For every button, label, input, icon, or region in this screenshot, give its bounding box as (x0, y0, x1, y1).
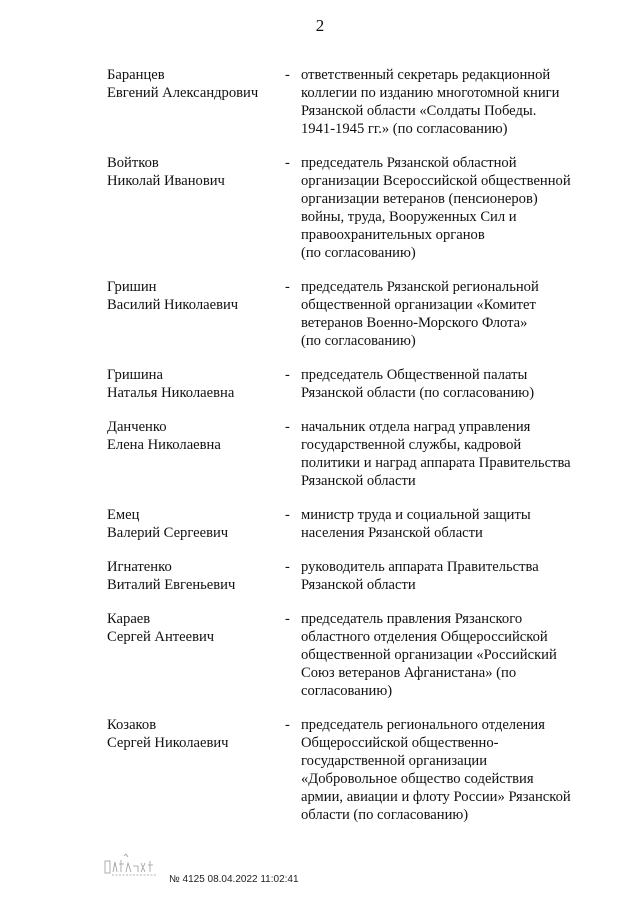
member-name (107, 278, 277, 314)
separator-dash: - (285, 155, 290, 171)
position-line: организации ветеранов (пенсионеров) (301, 191, 538, 207)
list-item (0, 610, 640, 700)
list-item (0, 278, 640, 350)
position-line: начальник отдела наград управления (301, 419, 531, 435)
position-line: армии, авиации и флоту России» Рязанской (301, 789, 571, 805)
member-given-names: Виталий Евгеньевич (107, 577, 236, 593)
position-line: войны, труда, Вооруженных Сил и (301, 209, 517, 225)
position-line: организации Всероссийской общественной (301, 173, 571, 189)
position-line: Рязанской области (301, 577, 416, 593)
member-name (107, 610, 277, 646)
position-line: председатель правления Рязанского (301, 611, 523, 627)
member-position (301, 66, 593, 138)
separator-dash: - (285, 507, 290, 523)
member-given-names: Евгений Александрович (107, 85, 259, 101)
member-position (301, 558, 593, 594)
member-position (301, 610, 593, 700)
member-given-names: Елена Николаевна (107, 437, 221, 453)
member-given-names: Наталья Николаевна (107, 385, 235, 401)
member-surname: Гришина (107, 367, 163, 383)
member-name (107, 716, 277, 752)
member-surname: Караев (107, 611, 151, 627)
member-name (107, 366, 277, 402)
list-item (0, 418, 640, 490)
registration-stamp-mark (104, 852, 162, 878)
position-line: Рязанской области (по согласованию) (301, 385, 535, 401)
position-line: Союз ветеранов Афганистана» (по (301, 665, 517, 681)
position-line: председатель Общественной палаты (301, 367, 528, 383)
member-given-names: Василий Николаевич (107, 297, 239, 313)
member-given-names: Сергей Николаевич (107, 735, 229, 751)
position-line: (по согласованию) (301, 245, 416, 261)
position-line: председатель Рязанской региональной (301, 279, 539, 295)
member-surname: Баранцев (107, 67, 165, 83)
member-surname: Игнатенко (107, 559, 172, 575)
position-line: политики и наград аппарата Правительства (301, 455, 571, 471)
position-line: руководитель аппарата Правительства (301, 559, 539, 575)
member-name (107, 66, 277, 102)
position-line: председатель регионального отделения (301, 717, 545, 733)
position-line: населения Рязанской области (301, 525, 483, 541)
member-surname: Козаков (107, 717, 157, 733)
separator-dash: - (285, 367, 290, 383)
member-surname: Емец (107, 507, 140, 523)
position-line: председатель Рязанской областной (301, 155, 517, 171)
member-position (301, 154, 593, 262)
separator-dash: - (285, 559, 290, 575)
list-item (0, 506, 640, 542)
position-line: 1941-1945 гг.» (по согласованию) (301, 121, 508, 137)
position-line: ветеранов Военно-Морского Флота» (301, 315, 528, 331)
list-item (0, 558, 640, 594)
position-line: Рязанской области «Солдаты Победы. (301, 103, 537, 119)
position-line: государственной организации (301, 753, 488, 769)
separator-dash: - (285, 67, 290, 83)
separator-dash: - (285, 279, 290, 295)
member-given-names: Сергей Антеевич (107, 629, 215, 645)
position-line: правоохранительных органов (301, 227, 485, 243)
list-item (0, 366, 640, 402)
page-number: 2 (315, 16, 325, 35)
member-surname: Гришин (107, 279, 157, 295)
position-line: коллегии по изданию многотомной книги (301, 85, 560, 101)
position-line: «Добровольное общество содействия (301, 771, 534, 787)
separator-dash: - (285, 717, 290, 733)
position-line: (по согласованию) (301, 333, 416, 349)
position-line: областного отделения Общероссийской (301, 629, 548, 645)
position-line: общественной организации «Российский (301, 647, 557, 663)
member-name (107, 154, 277, 190)
member-given-names: Валерий Сергеевич (107, 525, 229, 541)
position-line: министр труда и социальной защиты (301, 507, 531, 523)
member-given-names: Николай Иванович (107, 173, 225, 189)
member-position (301, 716, 593, 824)
position-line: области (по согласованию) (301, 807, 469, 823)
member-position (301, 366, 593, 402)
position-line: Рязанской области (301, 473, 416, 489)
position-line: согласованию) (301, 683, 393, 699)
separator-dash: - (285, 611, 290, 627)
document-registration-number: № 4125 08.04.2022 11:02:41 (169, 874, 299, 885)
member-position (301, 278, 593, 350)
member-name (107, 558, 277, 594)
position-line: общественной организации «Комитет (301, 297, 536, 313)
position-line: Общероссийской общественно- (301, 735, 499, 751)
member-surname: Данченко (107, 419, 167, 435)
member-list (0, 66, 640, 840)
member-name (107, 418, 277, 454)
member-surname: Войтков (107, 155, 159, 171)
position-line: ответственный секретарь редакционной (301, 67, 551, 83)
list-item (0, 716, 640, 824)
member-position (301, 418, 593, 490)
position-line: государственной службы, кадровой (301, 437, 522, 453)
list-item (0, 154, 640, 262)
separator-dash: - (285, 419, 290, 435)
member-position (301, 506, 593, 542)
member-name (107, 506, 277, 542)
list-item (0, 66, 640, 138)
